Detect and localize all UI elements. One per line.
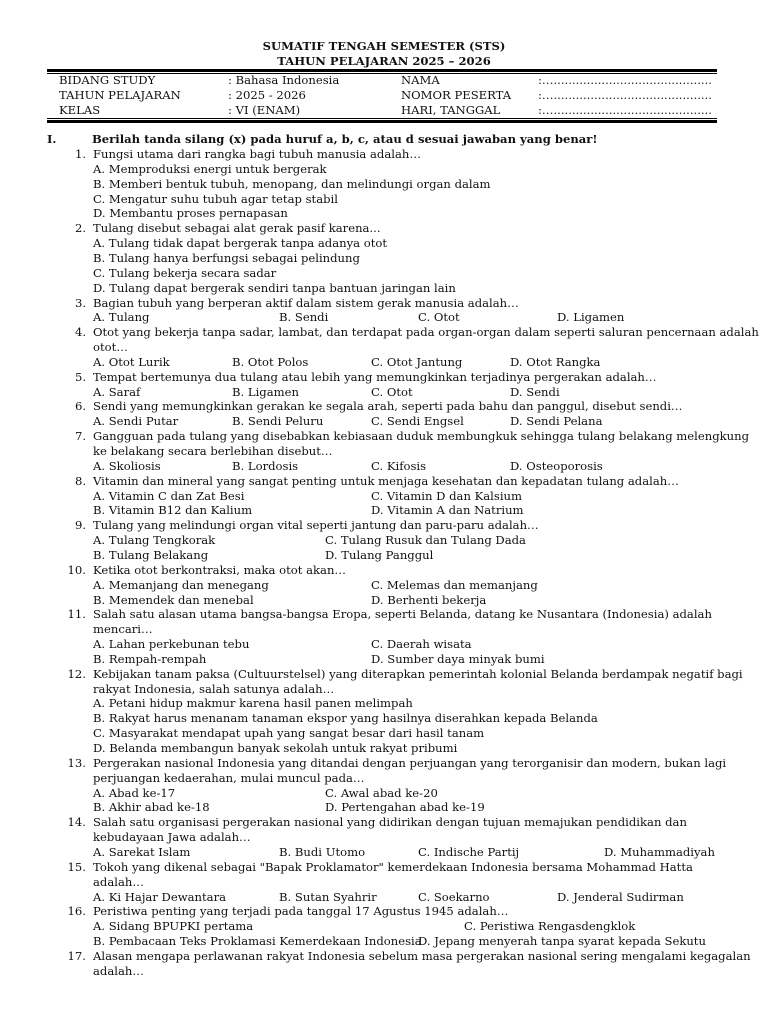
answer-option: D. Otot Rangka: [510, 355, 601, 369]
header-bottom-rule-thin: [47, 118, 717, 119]
header-bottom-rule-thick: [47, 120, 717, 123]
answer-option: A. Sendi Putar: [93, 414, 179, 428]
question-text: Pergerakan nasional Indonesia yang ditandai dengan perjuangan yang terorganisir dan modern, bukan lagi: [93, 756, 727, 770]
question-text: Tulang yang melindungi organ vital seperti jantung dan paru-paru adalah…: [93, 518, 539, 532]
info-value-year: : 2025 - 2026: [228, 88, 306, 102]
question-number: 8.: [74, 474, 86, 488]
question-text: Sendi yang memungkinkan gerakan ke segala arah, seperti pada bahu dan panggul, disebut sendi…: [93, 399, 683, 413]
info-label-participant-number: NOMOR PESERTA: [401, 88, 512, 102]
answer-option: A. Sarekat Islam: [93, 845, 191, 859]
answer-option: A. Petani hidup makmur karena hasil panen melimpah: [93, 696, 413, 710]
answer-option: A. Skoliosis: [93, 459, 161, 473]
question-text: adalah…: [93, 964, 144, 978]
info-value-day-date: :…...........................................: [538, 103, 712, 117]
question-text: Ketika otot berkontraksi, maka otot akan…: [93, 563, 347, 577]
answer-option: C. Tulang Rusuk dan Tulang Dada: [325, 533, 526, 547]
answer-option: B. Sendi: [279, 310, 329, 324]
answer-option: D. Muhammadiyah: [604, 845, 715, 859]
exam-title: SUMATIF TENGAH SEMESTER (STS): [262, 39, 506, 53]
answer-option: A. Tulang: [93, 310, 150, 324]
answer-option: B. Tulang hanya berfungsi sebagai pelindung: [93, 251, 360, 265]
info-value-subject: : Bahasa Indonesia: [228, 73, 340, 87]
info-label-day-date: HARI, TANGGAL: [401, 103, 501, 117]
answer-option: D. Vitamin A dan Natrium: [371, 503, 524, 517]
answer-option: D. Membantu proses pernapasan: [93, 206, 288, 220]
question-text: Tulang disebut sebagai alat gerak pasif karena...: [93, 221, 381, 235]
question-text: kebudayaan Jawa adalah…: [93, 830, 251, 844]
section-instruction: Berilah tanda silang (x) pada huruf a, b, c, atau d sesuai jawaban yang benar!: [92, 132, 598, 146]
question-number: 15.: [67, 860, 86, 874]
question-text: adalah…: [93, 875, 144, 889]
question-text: mencari…: [93, 622, 153, 636]
answer-option: D. Sumber daya minyak bumi: [371, 652, 545, 666]
info-value-class: : VI (ENAM): [228, 103, 301, 117]
answer-option: D. Tulang dapat bergerak sendiri tanpa bantuan jaringan lain: [93, 281, 456, 295]
header-top-rule-thick: [47, 69, 717, 72]
answer-option: D. Jepang menyerah tanpa syarat kepada Sekutu: [418, 934, 706, 948]
answer-option: C. Kifosis: [371, 459, 427, 473]
answer-option: A. Sidang BPUPKI pertama: [93, 919, 254, 933]
question-text: Vitamin dan mineral yang sangat penting untuk menjaga kesehatan dan kepadatan tulang adalah…: [93, 474, 679, 488]
answer-option: A. Memproduksi energi untuk bergerak: [93, 162, 327, 176]
answer-option: A. Lahan perkebunan tebu: [93, 637, 250, 651]
exam-subtitle: TAHUN PELAJARAN 2025 – 2026: [277, 54, 491, 68]
question-text: Fungsi utama dari rangka bagi tubuh manusia adalah…: [93, 147, 421, 161]
info-label-subject: BIDANG STUDY: [59, 73, 156, 87]
question-number: 4.: [74, 325, 86, 339]
answer-option: D. Jenderal Sudirman: [557, 890, 684, 904]
answer-option: C. Melemas dan memanjang: [371, 578, 538, 592]
answer-option: B. Lordosis: [232, 459, 299, 473]
answer-option: B. Budi Utomo: [279, 845, 366, 859]
answer-option: C. Soekarno: [418, 890, 490, 904]
section-number: I.: [47, 132, 57, 146]
answer-option: A. Otot Lurik: [93, 355, 170, 369]
answer-option: B. Otot Polos: [232, 355, 309, 369]
answer-option: C. Otot: [371, 385, 413, 399]
answer-option: C. Sendi Engsel: [371, 414, 464, 428]
answer-option: C. Peristiwa Rengasdengklok: [464, 919, 636, 933]
question-number: 9.: [74, 518, 86, 532]
answer-option: B. Vitamin B12 dan Kalium: [93, 503, 253, 517]
answer-option: B. Rempah-rempah: [93, 652, 207, 666]
answer-option: B. Sendi Peluru: [232, 414, 324, 428]
question-text: Otot yang bekerja tanpa sadar, lambat, dan terdapat pada organ-organ dalam seperti saluran pencernaan adalah: [93, 325, 759, 339]
answer-option: D. Berhenti bekerja: [371, 593, 487, 607]
question-number: 16.: [67, 904, 86, 918]
question-text: Tempat bertemunya dua tulang atau lebih yang memungkinkan terjadinya pergerakan adalah…: [93, 370, 657, 384]
question-text: Kebijakan tanam paksa (Cultuurstelsel) yang diterapkan pemerintah kolonial Belanda berdampak negatif bagi: [93, 667, 743, 681]
question-text: rakyat Indonesia, salah satunya adalah…: [93, 682, 335, 696]
answer-option: C. Vitamin D dan Kalsium: [371, 489, 522, 503]
question-text: perjuangan kedaerahan, mulai muncul pada…: [93, 771, 365, 785]
answer-option: C. Tulang bekerja secara sadar: [93, 266, 277, 280]
answer-option: A. Tulang tidak dapat bergerak tanpa adanya otot: [93, 236, 388, 250]
answer-option: B. Memberi bentuk tubuh, menopang, dan melindungi organ dalam: [93, 177, 491, 191]
answer-option: A. Tulang Tengkorak: [93, 533, 216, 547]
question-number: 17.: [67, 949, 86, 963]
question-number: 5.: [74, 370, 86, 384]
answer-option: C. Mengatur suhu tubuh agar tetap stabil: [93, 192, 338, 206]
question-number: 6.: [74, 399, 86, 413]
question-number: 10.: [67, 563, 86, 577]
answer-option: B. Pembacaan Teks Proklamasi Kemerdekaan Indonesia: [93, 934, 422, 948]
answer-option: D. Ligamen: [557, 310, 625, 324]
question-number: 2.: [74, 221, 86, 235]
answer-option: C. Awal abad ke-20: [325, 786, 438, 800]
answer-option: B. Akhir abad ke-18: [93, 800, 210, 814]
answer-option: A. Vitamin C dan Zat Besi: [93, 489, 245, 503]
question-number: 12.: [67, 667, 86, 681]
answer-option: D. Sendi: [510, 385, 560, 399]
answer-option: C. Indische Partij: [418, 845, 520, 859]
question-text: Gangguan pada tulang yang disebabkan kebiasaan duduk membungkuk sehingga tulang belakang melengkung: [93, 429, 749, 443]
answer-option: A. Memanjang dan menegang: [93, 578, 269, 592]
question-text: ke belakang secara berlebihan disebut…: [93, 444, 333, 458]
info-value-name: :…...........................................: [538, 73, 712, 87]
answer-option: C. Masyarakat mendapat upah yang sangat besar dari hasil tanam: [93, 726, 485, 740]
question-number: 14.: [67, 815, 86, 829]
question-text: Bagian tubuh yang berperan aktif dalam sistem gerak manusia adalah…: [93, 296, 519, 310]
answer-option: C. Otot: [418, 310, 460, 324]
answer-option: B. Tulang Belakang: [93, 548, 209, 562]
question-text: Salah satu organisasi pergerakan nasional yang didirikan dengan tujuan memajukan pendidikan dan: [93, 815, 687, 829]
answer-option: C. Daerah wisata: [371, 637, 472, 651]
answer-option: A. Saraf: [93, 385, 141, 399]
answer-option: C. Otot Jantung: [371, 355, 463, 369]
question-text: otot…: [93, 340, 128, 354]
question-text: Peristiwa penting yang terjadi pada tanggal 17 Agustus 1945 adalah…: [93, 904, 509, 918]
info-label-year: TAHUN PELAJARAN: [59, 88, 181, 102]
answer-option: B. Sutan Syahrir: [279, 890, 377, 904]
answer-option: B. Rakyat harus menanam tanaman ekspor yang hasilnya diserahkan kepada Belanda: [93, 711, 598, 725]
answer-option: A. Abad ke-17: [93, 786, 176, 800]
answer-option: D. Pertengahan abad ke-19: [325, 800, 485, 814]
question-number: 11.: [67, 607, 86, 621]
answer-option: D. Osteoporosis: [510, 459, 603, 473]
question-number: 13.: [67, 756, 86, 770]
answer-option: B. Ligamen: [232, 385, 299, 399]
info-label-name: NAMA: [401, 73, 440, 87]
question-text: Alasan mengapa perlawanan rakyat Indonesia sebelum masa pergerakan nasional sering mengalami kegagalan: [93, 949, 751, 963]
question-number: 7.: [74, 429, 86, 443]
answer-option: D. Sendi Pelana: [510, 414, 603, 428]
answer-option: D. Tulang Panggul: [325, 548, 434, 562]
question-text: Tokoh yang dikenal sebagai "Bapak Proklamator" kemerdekaan Indonesia bersama Mohammad Hatta: [93, 860, 693, 874]
answer-option: B. Memendek dan menebal: [93, 593, 254, 607]
question-number: 3.: [74, 296, 86, 310]
question-number: 1.: [74, 147, 86, 161]
info-label-class: KELAS: [59, 103, 101, 117]
answer-option: A. Ki Hajar Dewantara: [93, 890, 227, 904]
answer-option: D. Belanda membangun banyak sekolah untuk rakyat pribumi: [93, 741, 458, 755]
info-value-participant-number: :…...........................................: [538, 88, 712, 102]
question-text: Salah satu alasan utama bangsa-bangsa Eropa, seperti Belanda, datang ke Nusantara (Indonesia) adalah: [93, 607, 712, 621]
